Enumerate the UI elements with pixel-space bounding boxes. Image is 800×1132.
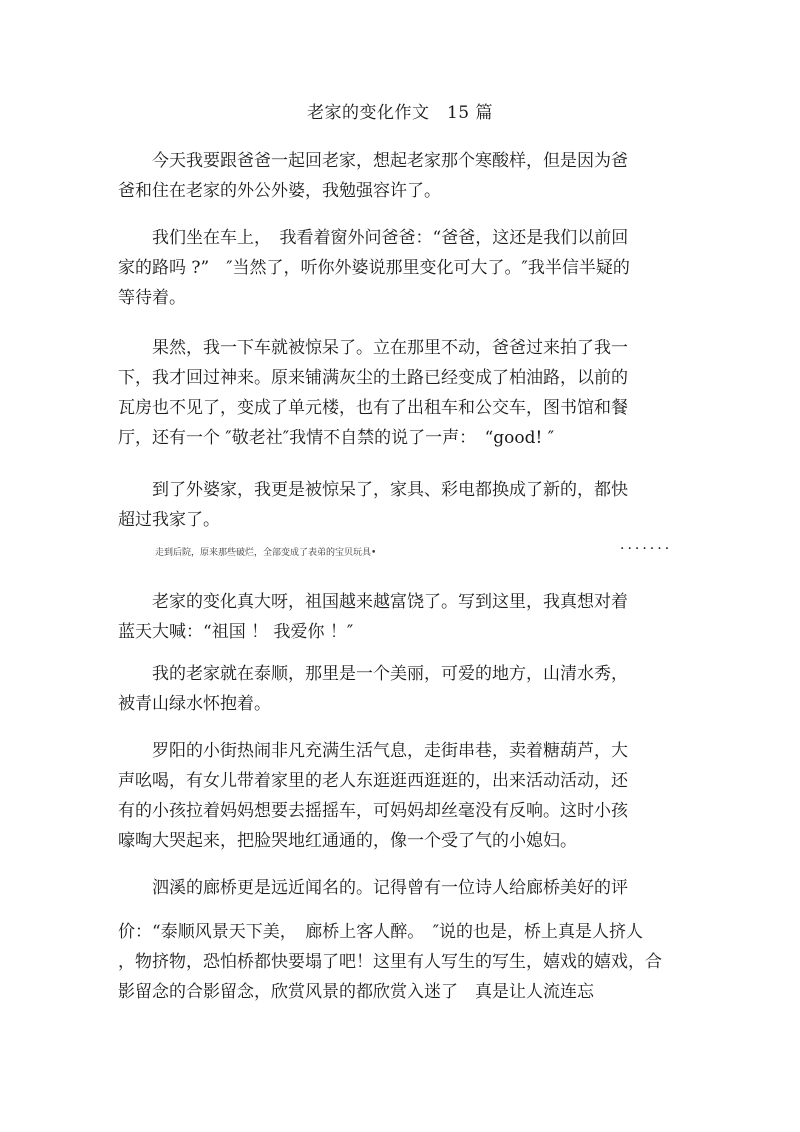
paragraph-9: [118, 917, 698, 1007]
page-title: 老家的变化作文 15 篇: [306, 103, 494, 123]
text-line: 被青山绿水怀抱着。: [118, 694, 271, 714]
text-line: 老家的变化真大呀，祖国越来越富饶了。写到这里，我真想对着: [118, 592, 628, 612]
text-line: 超过我家了。: [118, 510, 220, 530]
paragraph-4: [118, 475, 698, 535]
small-note: 走到后院，原来那些破烂，全部变成了表弟的宝贝玩具•: [155, 548, 377, 558]
text-line: 家的路吗 ?” ″当然了，听你外婆说那里变化可大了。″我半信半疑的: [118, 258, 630, 278]
text-line: 价：“泰顺风景天下美， 廊桥上客人醉。 ″说的也是，桥上真是人挤人: [118, 922, 644, 942]
text-line: 影留念的合影留念，欣赏风景的都欣赏入迷了 真是让人流连忘: [118, 982, 594, 1002]
dot-leader: ·······: [620, 541, 673, 557]
text-line: 声吆喝，有女儿带着家里的老人东逛逛西逛逛的，出来活动活动，还: [118, 771, 628, 791]
text-line: 果然，我一下车就被惊呆了。立在那里不动，爸爸过来拍了我一: [118, 338, 628, 358]
text-line: 下，我才回过神来。原来铺满灰尘的土路已经变成了柏油路，以前的: [118, 368, 628, 388]
paragraph-3: [118, 333, 698, 453]
paragraph-8: [118, 873, 698, 903]
text-line: 罗阳的小街热闹非凡充满生活气息，走街串巷，卖着糖葫芦，大: [118, 741, 628, 761]
text-line: 蓝天大喊：“祖国 ！ 我爱你 ！″: [118, 622, 354, 642]
text-line: 有的小孩拉着妈妈想要去摇摇车，可妈妈却丝毫没有反响。这时小孩: [118, 801, 628, 821]
text-line: 瓦房也不见了，变成了单元楼，也有了出租车和公交车，图书馆和餐: [118, 398, 628, 418]
text-line: 爸和住在老家的外公外婆，我勉强容许了。: [118, 181, 441, 201]
text-line: 厅，还有一个 ″敬老社″我情不自禁的说了一声： “good! ″: [118, 428, 555, 448]
paragraph-5: [118, 587, 698, 647]
paragraph-1: [118, 146, 698, 206]
text-line: 我们坐在车上， 我看着窗外问爸爸：“爸爸，这还是我们以前回: [118, 228, 629, 248]
text-line: 我的老家就在泰顺，那里是一个美丽，可爱的地方，山清水秀，: [118, 664, 628, 684]
text-line: 等待着。: [118, 288, 186, 308]
paragraph-2: [118, 223, 698, 313]
text-line: 到了外婆家，我更是被惊呆了，家具、彩电都换成了新的，都快: [118, 480, 628, 500]
text-line: ，物挤物，恐怕桥都快要塌了吧！这里有人写生的写生，嬉戏的嬉戏，合: [118, 952, 662, 972]
text-line: 今天我要跟爸爸一起回老家，想起老家那个寒酸样，但是因为爸: [118, 151, 628, 171]
text-line: 嚎啕大哭起来，把脸哭地红通通的，像一个受了气的小媳妇。: [118, 831, 577, 851]
text-line: 泗溪的廊桥更是远近闻名的。记得曾有一位诗人给廊桥美好的评: [118, 878, 628, 898]
paragraph-7: [118, 736, 698, 856]
paragraph-6: [118, 659, 698, 719]
